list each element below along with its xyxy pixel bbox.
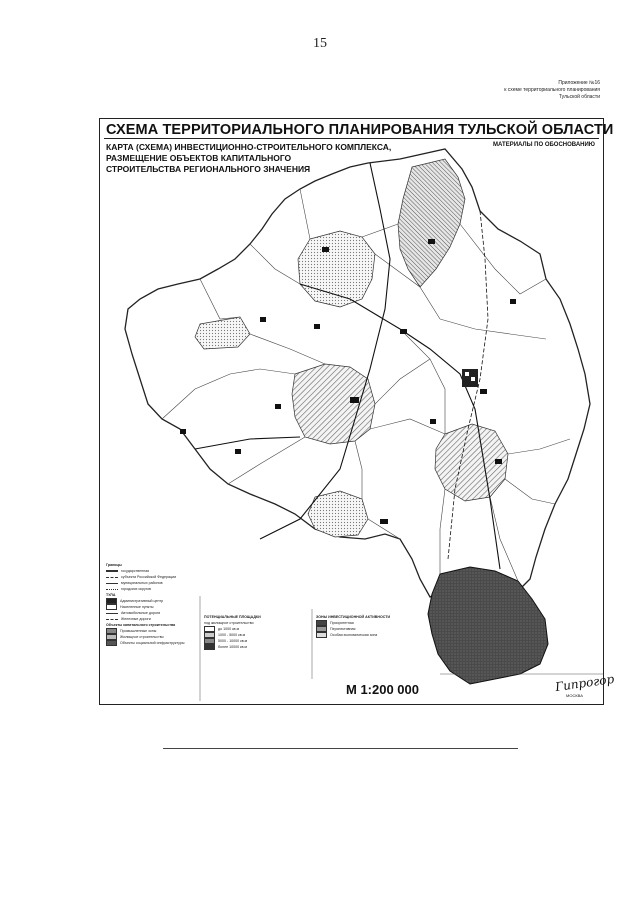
legend-item: ПОТЕНЦИАЛЬНЫЕ ПЛОЩАДКИ	[204, 614, 261, 619]
appendix-line: к схеме территориального планирования	[504, 87, 600, 93]
legend-item: субъекта Российской Федерации	[106, 574, 196, 580]
legend-item: муниципальных районов	[106, 580, 196, 586]
legend-item: ЗОНЫ ИНВЕСТИЦИОННОЙ АКТИВНОСТИ	[316, 614, 391, 619]
legend-item: 1000 - 5000 кв.м	[204, 632, 309, 638]
legend-item: Жилищное строительство	[106, 634, 196, 640]
author-city: МОСКВА	[566, 693, 583, 698]
legend-item: Границы	[106, 562, 122, 567]
legend-item: Перспективная	[316, 626, 431, 632]
legend-item: Населенные пункты	[106, 604, 196, 610]
legend-item: до 1000 кв.м	[204, 626, 309, 632]
page-number: 15	[313, 36, 327, 51]
subtitle-line: КАРТА (СХЕМА) ИНВЕСТИЦИОННО-СТРОИТЕЛЬНОГО КОМПЛЕКСА,	[106, 142, 392, 152]
legend-item: Объекты социальной инфраструктуры	[106, 640, 196, 646]
legend-item: городских округов	[106, 586, 196, 592]
legend-item: Особая экономическая зона	[316, 632, 431, 638]
materials-label: МАТЕРИАЛЫ ПО ОБОСНОВАНИЮ	[493, 142, 595, 148]
district-zone	[292, 364, 375, 444]
legend-item: 5000 - 10000 кв.м	[204, 638, 309, 644]
map-sheet	[99, 118, 615, 705]
legend-item: Административный центр	[106, 598, 196, 604]
legend-item: Приоритетная	[316, 620, 431, 626]
map-title: СХЕМА ТЕРРИТОРИАЛЬНОГО ПЛАНИРОВАНИЯ ТУЛЬСКОЙ ОБЛАСТИ	[106, 122, 614, 138]
legend-item: государственная	[106, 568, 196, 574]
legend-item: ТУЛА	[106, 592, 116, 597]
legend-item: Железные дороги	[106, 616, 196, 622]
legend-item: более 10000 кв.м	[204, 644, 309, 650]
subtitle-line: СТРОИТЕЛЬСТВА РЕГИОНАЛЬНОГО ЗНАЧЕНИЯ	[106, 164, 311, 174]
appendix-note	[460, 80, 600, 101]
district-zone-dark	[428, 567, 548, 684]
legend-item: Объекты капитального строительства	[106, 622, 176, 627]
subtitle-line: РАЗМЕЩЕНИЕ ОБЪЕКТОВ КАПИТАЛЬНОГО	[106, 153, 292, 163]
legend-item: Промышленные зоны	[106, 628, 196, 634]
author-signature: Гипрогор	[554, 671, 615, 695]
legend-left	[106, 562, 196, 646]
legend-item: под жилищное строительство	[204, 620, 254, 625]
map-scale: М 1:200 000	[346, 682, 419, 697]
map-subtitle	[106, 142, 391, 175]
appendix-line: Тульской области	[558, 94, 600, 100]
legend-right	[316, 614, 431, 638]
title-rule	[104, 138, 599, 139]
legend-item: Автомобильные дороги	[106, 610, 196, 616]
bottom-rule	[163, 748, 518, 749]
appendix-line: Приложение №16	[558, 80, 600, 86]
legend-middle	[204, 614, 309, 650]
tula-city-marker	[462, 369, 478, 387]
